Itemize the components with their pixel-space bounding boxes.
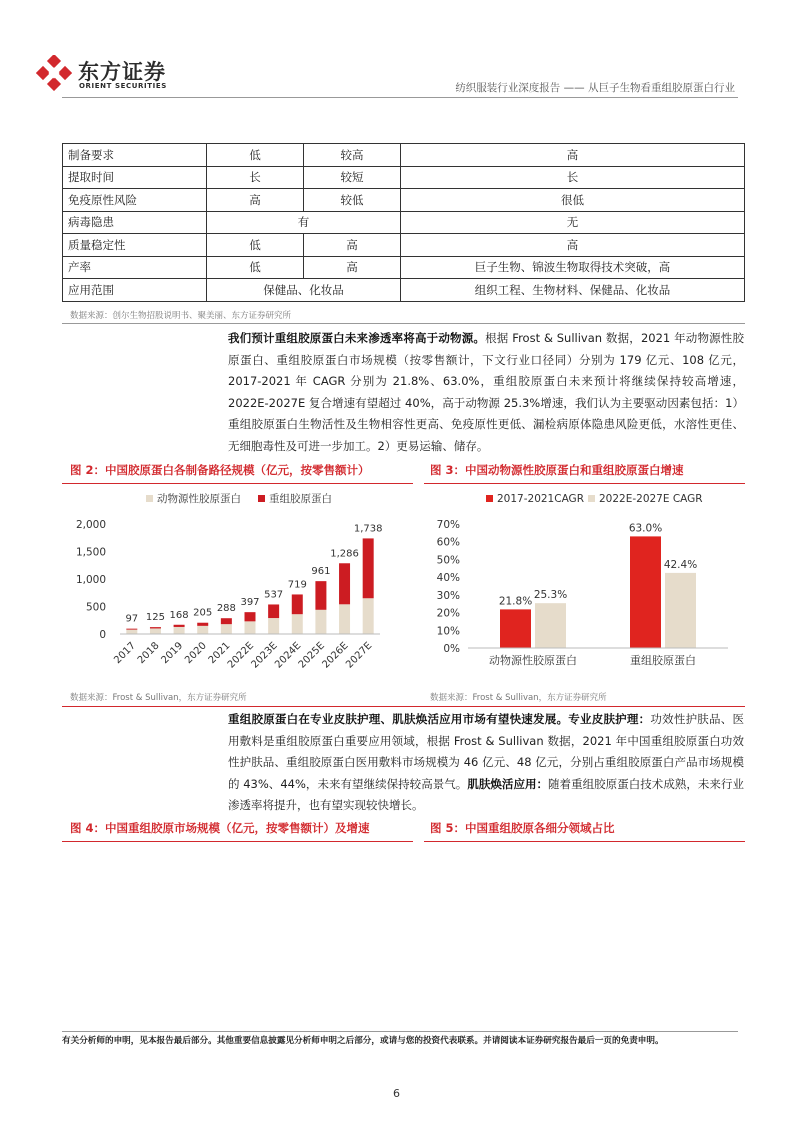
x-tick-label: 2026E — [320, 640, 351, 671]
bar-recombinant — [221, 618, 232, 624]
fig2-chart — [62, 488, 417, 688]
y-tick-label: 1,000 — [75, 574, 106, 586]
data-label: 719 — [287, 579, 307, 591]
x-tick-label: 2022E — [225, 640, 257, 671]
bar-animal-source — [339, 604, 350, 634]
footer-divider — [62, 1031, 738, 1032]
table-cell: 高 — [304, 256, 401, 279]
legend-swatch — [486, 495, 493, 502]
fig3-title: 图 3：中国动物源性胶原蛋白和重组胶原蛋白增速 — [430, 463, 684, 477]
legend-swatch — [588, 495, 595, 502]
y-tick-label: 0% — [443, 643, 460, 655]
data-label: 397 — [240, 597, 260, 609]
paragraph-recombinant-penetration — [228, 328, 744, 457]
paragraph-body: 功效性护肤品、医用敷料是重组胶原蛋白重要应用领域，根据 Frost & Sullivan 数据，2021 年中国重组胶原蛋白功效性护肤品、重组胶原蛋白医用敷料市场规模为 46 亿元、48 亿元，分别占重组胶原蛋白产品市场规模的 43%、44%，未来有望继续保持较高景气。 — [228, 712, 745, 791]
data-label: 961 — [311, 566, 331, 578]
table-cell: 制备要求 — [63, 144, 207, 167]
table-row — [63, 211, 745, 234]
y-tick-label: 30% — [436, 589, 460, 602]
disclaimer-note: 有关分析师的申明，见本报告最后部分。其他重要信息披露见分析师申明之后部分，或请与您的投资代表联系。并请阅读本证券研究报告最后一页的免责申明。 — [62, 1036, 664, 1046]
data-label: 1,286 — [330, 548, 359, 560]
bar-recombinant — [197, 623, 208, 626]
table-cell: 较低 — [304, 189, 401, 212]
x-tick-label: 2025E — [296, 640, 328, 671]
fig5-title: 图 5：中国重组胶原各细分领域占比 — [430, 821, 615, 835]
fig3-title-rule — [424, 483, 745, 484]
data-label: 288 — [216, 603, 236, 615]
y-tick-label: 20% — [436, 607, 460, 620]
table-cell: 较高 — [304, 144, 401, 167]
table-row — [63, 234, 745, 257]
fig3-chart — [424, 488, 745, 688]
fig4-title: 图 4：中国重组胶原市场规模（亿元，按零售额计）及增速 — [70, 821, 370, 835]
table-cell: 低 — [207, 234, 304, 257]
fig2-source: 数据来源：Frost & Sullivan，东方证券研究所 — [70, 693, 247, 703]
table-cell: 高 — [207, 189, 304, 212]
table-cell: 应用范围 — [63, 279, 207, 302]
x-tick-label: 动物源性胶原蛋白 — [489, 654, 577, 667]
bar-animal-source — [197, 626, 208, 634]
x-tick-label: 2020 — [183, 640, 209, 667]
table-row — [63, 166, 745, 189]
paragraph-lead: 我们预计重组胶原蛋白未来渗透率将高于动物源。 — [228, 331, 486, 345]
table-cell: 保健品、化妆品 — [207, 279, 401, 302]
table-cell: 长 — [207, 166, 304, 189]
data-label: 25.3% — [533, 589, 568, 602]
fig5-title-rule — [424, 841, 745, 842]
table-source: 数据来源：创尔生物招股说明书、聚美丽、东方证券研究所 — [70, 311, 292, 321]
fig4-title-rule — [62, 841, 413, 842]
logo-icon — [36, 55, 72, 91]
page-number: 6 — [393, 1087, 400, 1100]
table-cell: 提取时间 — [63, 166, 207, 189]
bar-recombinant — [150, 627, 161, 628]
data-label: 125 — [145, 612, 166, 624]
legend-swatch — [258, 495, 265, 502]
bar-recombinant — [363, 538, 374, 598]
x-tick-label: 2017 — [112, 640, 138, 667]
bar-recombinant — [268, 604, 279, 618]
y-tick-label: 10% — [436, 625, 460, 638]
bar-animal-source — [221, 624, 232, 634]
fig3-source: 数据来源：Frost & Sullivan，东方证券研究所 — [430, 693, 607, 703]
table-cell: 质量稳定性 — [63, 234, 207, 257]
bar-cagr-2017-2021 — [630, 536, 661, 648]
data-label: 97 — [125, 613, 139, 625]
table-cell: 组织工程、生物材料、保健品、化妆品 — [401, 279, 745, 302]
table-cell: 有 — [207, 211, 401, 234]
data-label: 63.0% — [628, 522, 663, 535]
y-tick-label: 500 — [85, 601, 106, 614]
comparison-table — [62, 143, 745, 302]
bar-animal-source — [150, 628, 161, 634]
bar-animal-source — [363, 598, 374, 634]
bar-cagr-2022-2027 — [665, 573, 696, 648]
bar-recombinant — [126, 629, 137, 630]
bar-animal-source — [126, 630, 137, 634]
bar-animal-source — [315, 610, 326, 634]
table-cell: 低 — [207, 256, 304, 279]
data-label: 205 — [193, 607, 213, 619]
divider — [62, 323, 745, 324]
paragraph-application-markets — [228, 709, 744, 817]
x-tick-label: 2023E — [249, 640, 280, 671]
table-cell: 产率 — [63, 256, 207, 279]
bar-recombinant — [339, 563, 350, 604]
paragraph-body: 随着重组胶原蛋白技术成熟，未来行业渗透率将提升，也有望实现较快增长。 — [228, 776, 744, 812]
y-tick-label: 0 — [99, 629, 106, 641]
bar-animal-source — [174, 627, 185, 634]
x-tick-label: 2027E — [344, 640, 375, 671]
y-tick-label: 60% — [436, 536, 460, 549]
table-cell: 巨子生物、锦波生物取得技术突破，高 — [401, 256, 745, 279]
y-tick-label: 70% — [436, 519, 460, 531]
y-tick-label: 2,000 — [75, 519, 106, 531]
x-tick-label: 2019 — [159, 640, 186, 667]
logo-text-en: ORIENT SECURITIES — [79, 82, 167, 90]
data-label: 42.4% — [663, 558, 698, 571]
x-tick-label: 2024E — [273, 640, 304, 671]
bar-recombinant — [245, 612, 256, 621]
report-title: 纺织服装行业深度报告 —— 从巨子生物看重组胶原蛋白行业 — [455, 82, 735, 94]
table-cell: 很低 — [401, 189, 745, 212]
data-label: 168 — [169, 609, 189, 621]
data-label: 21.8% — [498, 595, 533, 608]
bar-cagr-2017-2021 — [500, 609, 531, 648]
legend-swatch — [146, 495, 153, 502]
table-cell: 病毒隐患 — [63, 211, 207, 234]
table-row — [63, 189, 745, 212]
data-label: 1,738 — [353, 523, 383, 535]
x-tick-label: 重组胶原蛋白 — [630, 654, 696, 667]
table-cell: 高 — [401, 144, 745, 167]
bar-animal-source — [245, 621, 256, 634]
paragraph-lead: 重组胶原蛋白在专业皮肤护理、肌肤焕活应用市场有望快速发展。专业皮肤护理： — [228, 712, 651, 726]
data-label: 537 — [264, 589, 284, 601]
bar-recombinant — [174, 625, 185, 627]
table-cell: 长 — [401, 166, 745, 189]
table-cell: 免疫原性风险 — [63, 189, 207, 212]
legend-label: 2022E-2027E CAGR — [599, 493, 703, 505]
table-cell: 较短 — [304, 166, 401, 189]
bar-animal-source — [268, 618, 279, 634]
fig2-title: 图 2：中国胶原蛋白各制备路径规模（亿元，按零售额计） — [70, 463, 370, 477]
paragraph-lead: 肌肤焕活应用： — [467, 776, 549, 791]
y-tick-label: 40% — [436, 572, 460, 585]
x-tick-label: 2021 — [206, 640, 233, 667]
table-cell: 无 — [401, 211, 745, 234]
table-row — [63, 279, 745, 302]
bar-recombinant — [292, 594, 303, 614]
legend-label: 重组胶原蛋白 — [269, 493, 332, 505]
paragraph-body: 根据 Frost & Sullivan 数据，2021 年动物源性胶原蛋白、重组胶原蛋白市场规模（按零售额计，下文行业口径同）分别为 179 亿元、108 亿元，2017-2021 年 CAGR 分别为 21.8%、63.0%，重组胶原蛋白未来预计将继续保持较高增速，2022E-2027E 复合增速有望超过 40%，高于动物源 25.3%增速，我们认为主要驱动因素包括：1）重组胶原蛋白生物活性及生物相容性更高、免疫原性更低、漏检病原体隐患风险更低，水溶性更佳、无细胞毒性及可进一步加工。2）更易运输、储存。 — [228, 331, 744, 453]
table-cell: 高 — [401, 234, 745, 257]
y-tick-label: 50% — [436, 554, 460, 567]
divider — [62, 706, 745, 707]
legend-label: 2017-2021CAGR — [497, 493, 584, 505]
table-cell: 高 — [304, 234, 401, 257]
table-cell: 低 — [207, 144, 304, 167]
bar-recombinant — [315, 581, 326, 610]
fig2-title-rule — [62, 483, 413, 484]
x-tick-label: 2018 — [135, 640, 162, 667]
bar-cagr-2022-2027 — [535, 603, 566, 648]
legend-label: 动物源性胶原蛋白 — [157, 493, 241, 505]
y-tick-label: 1,500 — [75, 546, 106, 559]
table-row — [63, 256, 745, 279]
bar-animal-source — [292, 614, 303, 634]
table-row — [63, 144, 745, 167]
logo-text-cn: 东方证券 — [78, 60, 166, 84]
header-divider — [62, 97, 738, 98]
